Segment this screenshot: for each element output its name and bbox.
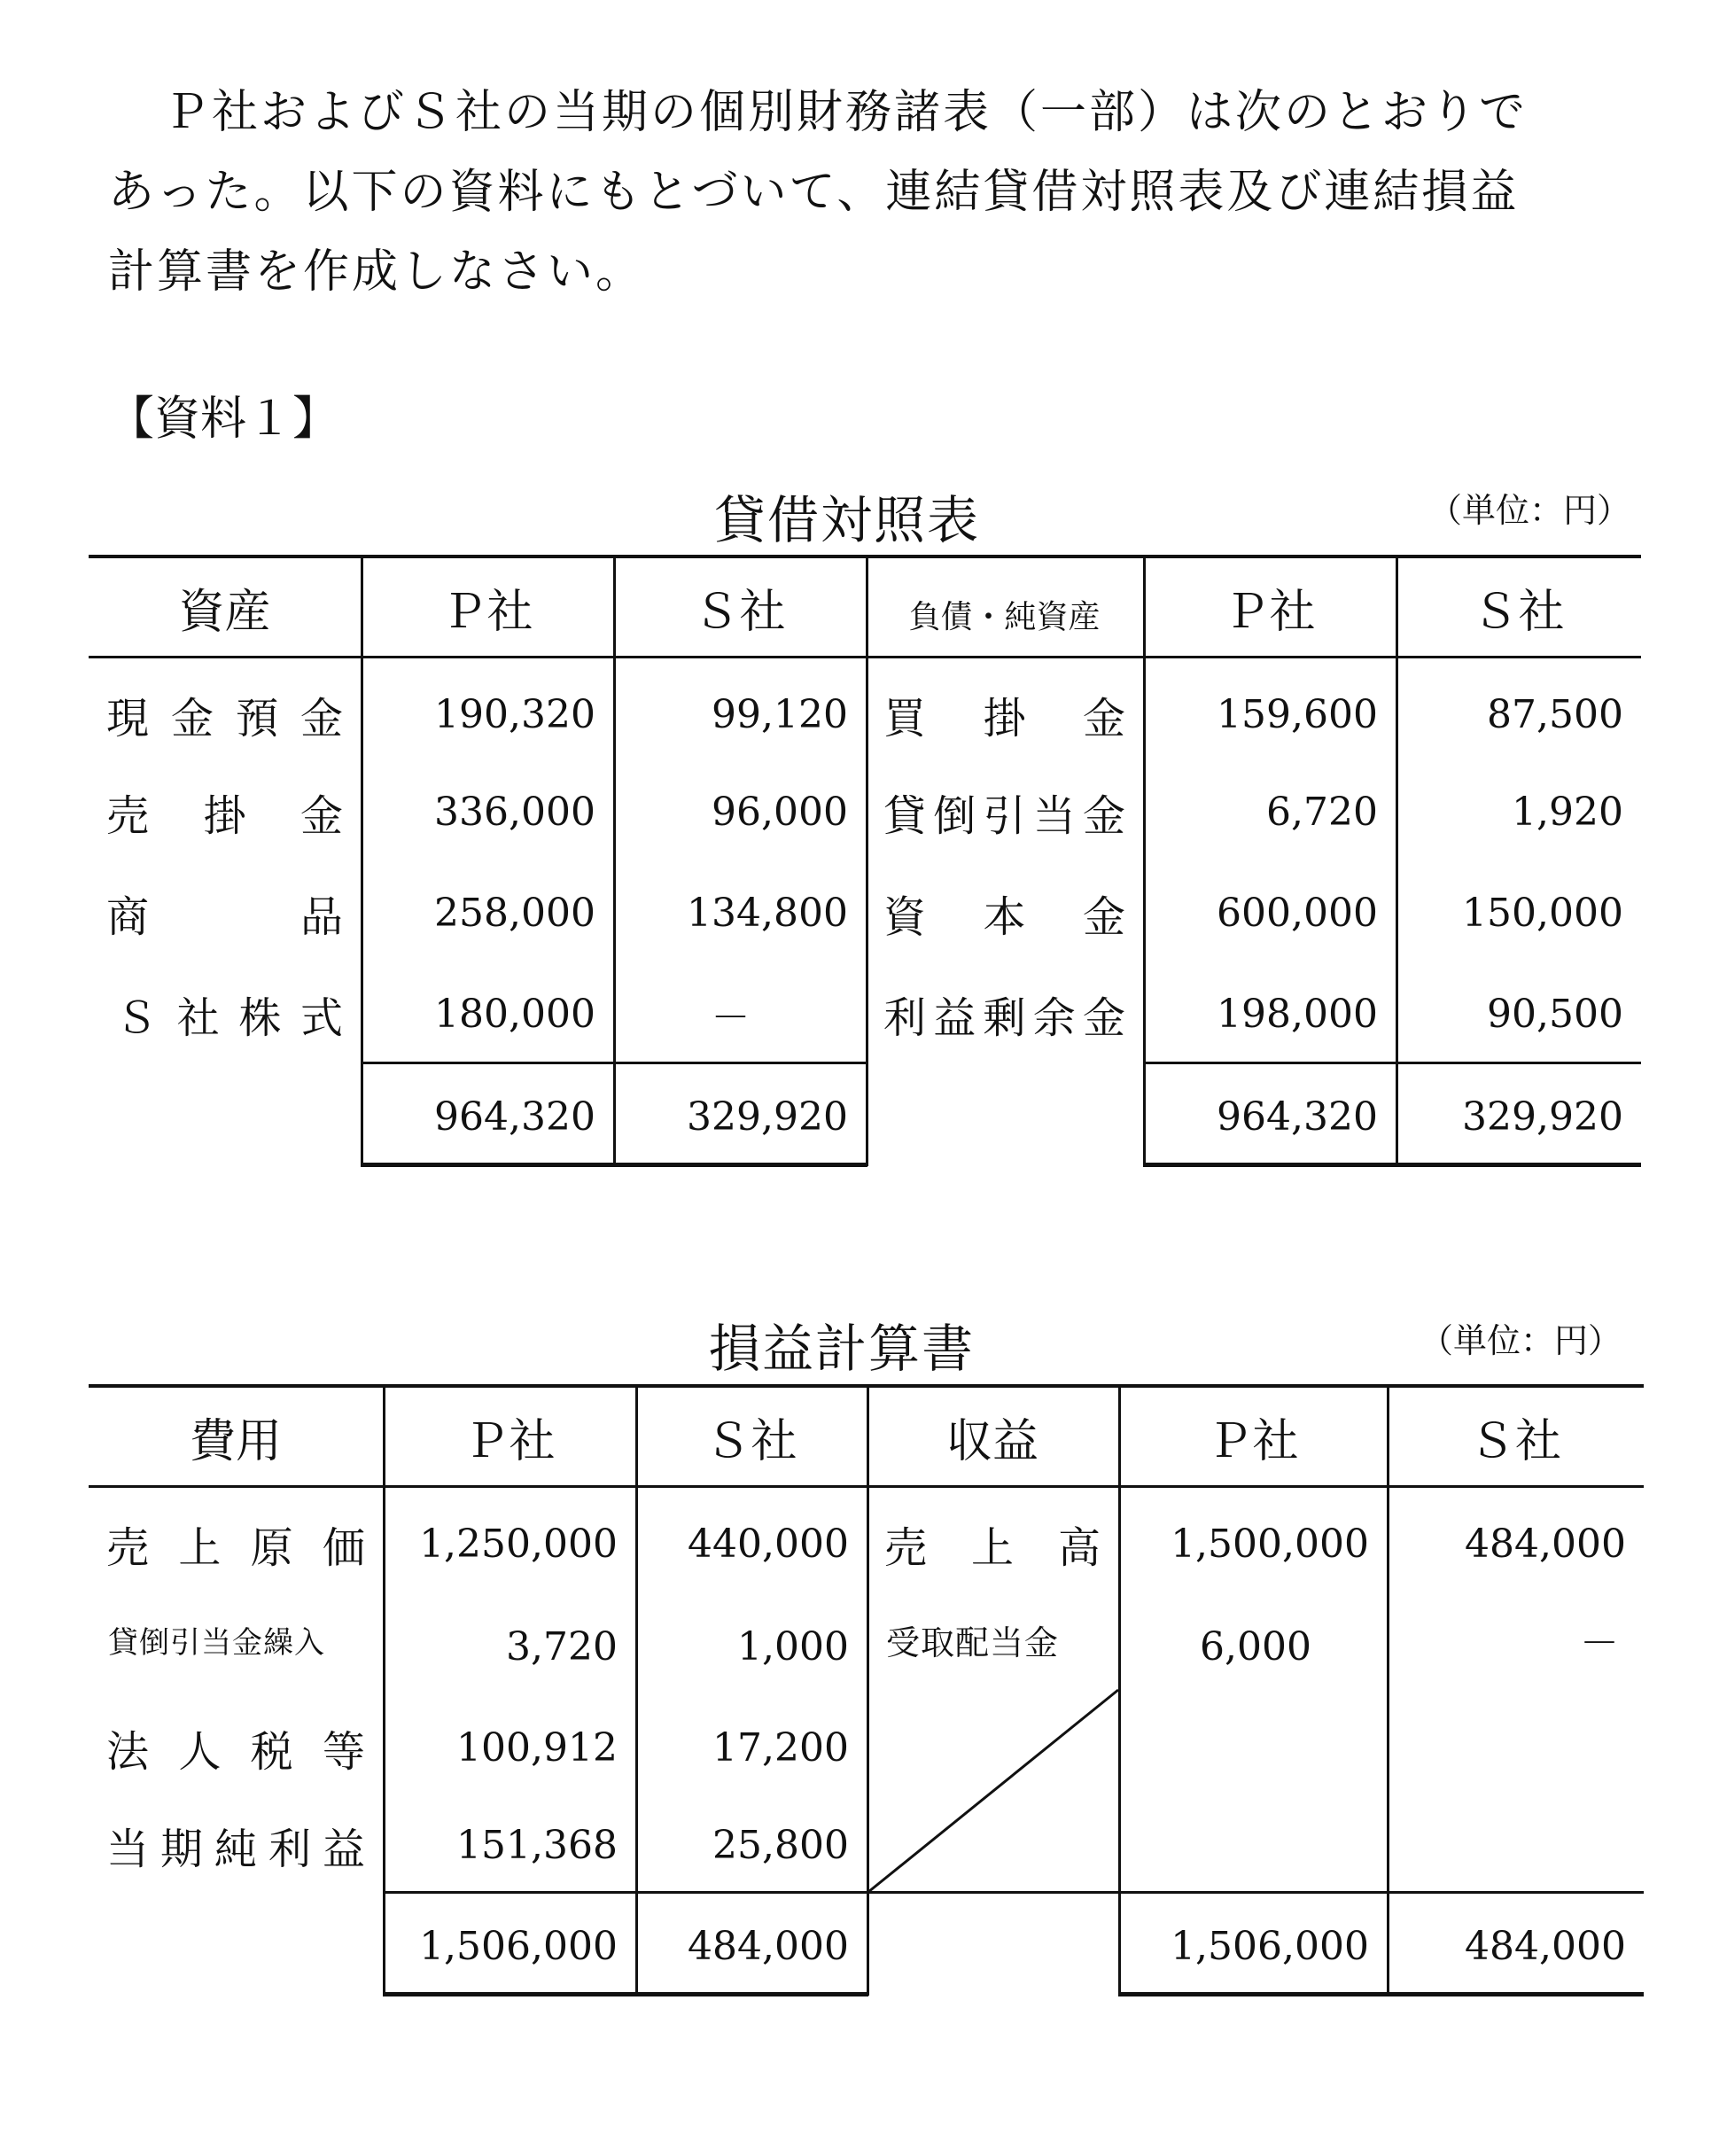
pl-expense-label: 貸倒引当金繰入 <box>108 1624 325 1661</box>
section-label: 【資料１】 <box>108 393 339 446</box>
bs-header-p: Ｐ社 <box>1223 585 1316 639</box>
pl-unit: （単位：円） <box>1420 1321 1622 1360</box>
bs-header-s: Ｓ社 <box>1472 585 1565 639</box>
bs-asset-label: Ｓ 社 株 式 <box>115 992 343 1043</box>
pl-total-value: 1,506,000 <box>1171 1923 1369 1969</box>
bs-asset-label: 商 品 <box>106 891 343 942</box>
pl-expense-p-value: 1,250,000 <box>419 1521 618 1567</box>
pl-expense-s-value: 17,200 <box>712 1724 849 1771</box>
bs-subtotal-rule <box>361 1062 867 1064</box>
bs-total-value: 964,320 <box>1217 1094 1378 1140</box>
pl-revenue-s-value: 484,000 <box>1465 1521 1626 1567</box>
bs-header-s: Ｓ社 <box>693 585 786 639</box>
pl-revenue-label: 売 上 高 <box>884 1522 1101 1573</box>
pl-header-p: Ｐ社 <box>1206 1414 1299 1468</box>
intro-line: あった。以下の資料にもとづいて、連結貸借対照表及び連結損益 <box>108 166 1520 219</box>
pl-total-value: 1,506,000 <box>419 1923 618 1969</box>
bs-title: 貸借対照表 <box>714 490 981 550</box>
pl-header-expenses: 費用 <box>189 1414 282 1468</box>
pl-revenue-p-value: 1,500,000 <box>1171 1521 1369 1567</box>
pl-revenue-label: 受取配当金 <box>886 1623 1060 1662</box>
bs-liability-label: 買 掛 金 <box>883 693 1125 743</box>
bs-asset-s-value: 96,000 <box>712 789 848 835</box>
bs-header-p: Ｐ社 <box>440 585 533 639</box>
pl-header-s: Ｓ社 <box>704 1414 797 1468</box>
pl-expense-p-value: 151,368 <box>456 1822 618 1868</box>
pl-header-revenues: 収益 <box>945 1414 1039 1468</box>
diagonal-filler-line <box>867 1688 1120 1894</box>
pl-expense-p-value: 3,720 <box>506 1623 618 1670</box>
bs-liability-p-value: 6,720 <box>1266 789 1378 835</box>
pl-revenue-s-value: － <box>1580 1621 1619 1666</box>
bs-asset-p-value: 180,000 <box>434 991 595 1037</box>
pl-revenue-p-value: 6,000 <box>1200 1623 1311 1670</box>
bs-total-value: 964,320 <box>434 1094 595 1140</box>
bs-unit: （単位：円） <box>1428 491 1631 530</box>
pl-expense-label: 売 上 原 価 <box>106 1522 365 1573</box>
pl-expense-s-value: 440,000 <box>688 1521 849 1567</box>
pl-total-rule <box>1118 1992 1644 1996</box>
pl-header-s: Ｓ社 <box>1468 1414 1561 1468</box>
bs-header-liabilities: 負債・純資産 <box>908 599 1101 635</box>
bs-asset-p-value: 336,000 <box>434 789 595 835</box>
pl-expense-label: 法 人 税 等 <box>106 1726 365 1777</box>
bs-total-rule <box>1143 1163 1641 1167</box>
bs-liability-p-value: 159,600 <box>1217 691 1378 737</box>
bs-header-assets: 資産 <box>178 585 271 639</box>
bs-asset-s-value: 134,800 <box>687 890 848 936</box>
pl-title: 損益計算書 <box>709 1319 976 1379</box>
bs-liability-p-value: 198,000 <box>1217 991 1378 1037</box>
bs-liability-p-value: 600,000 <box>1217 890 1378 936</box>
bs-liability-s-value: 87,500 <box>1487 691 1623 737</box>
problem-statement <box>108 73 1632 312</box>
bs-asset-s-value: － <box>711 995 751 1040</box>
bs-liability-s-value: 90,500 <box>1487 991 1623 1037</box>
bs-liability-label: 貸 倒 引 当 金 <box>883 790 1125 841</box>
bs-liability-s-value: 150,000 <box>1462 890 1623 936</box>
bs-asset-label: 現 金 預 金 <box>106 693 343 743</box>
pl-total-value: 484,000 <box>688 1923 849 1969</box>
pl-total-value: 484,000 <box>1465 1923 1626 1969</box>
pl-expense-p-value: 100,912 <box>456 1724 618 1771</box>
pl-expense-label: 当 期 純 利 益 <box>106 1824 365 1874</box>
bs-total-rule <box>361 1163 867 1167</box>
bs-liability-label: 資 本 金 <box>883 891 1125 942</box>
pl-header-p: Ｐ社 <box>463 1414 556 1468</box>
bs-asset-p-value: 190,320 <box>434 691 595 737</box>
pl-total-rule <box>383 1992 868 1996</box>
bs-asset-p-value: 258,000 <box>434 890 595 936</box>
bs-asset-label: 売 掛 金 <box>106 790 343 841</box>
bs-liability-label: 利 益 剰 余 金 <box>883 992 1125 1043</box>
bs-subtotal-rule <box>1143 1062 1641 1064</box>
bs-total-value: 329,920 <box>1462 1094 1623 1140</box>
bs-asset-s-value: 99,120 <box>712 691 848 737</box>
bs-header-rule <box>89 656 1641 658</box>
bs-liability-s-value: 1,920 <box>1512 789 1623 835</box>
intro-line: 計算書を作成しなさい。 <box>108 245 645 299</box>
pl-expense-s-value: 1,000 <box>737 1623 849 1670</box>
bs-total-value: 329,920 <box>687 1094 848 1140</box>
intro-line: Ｐ社およびＳ社の当期の個別財務諸表（一部）は次のとおりで <box>163 86 1529 139</box>
pl-expense-s-value: 25,800 <box>712 1822 849 1868</box>
